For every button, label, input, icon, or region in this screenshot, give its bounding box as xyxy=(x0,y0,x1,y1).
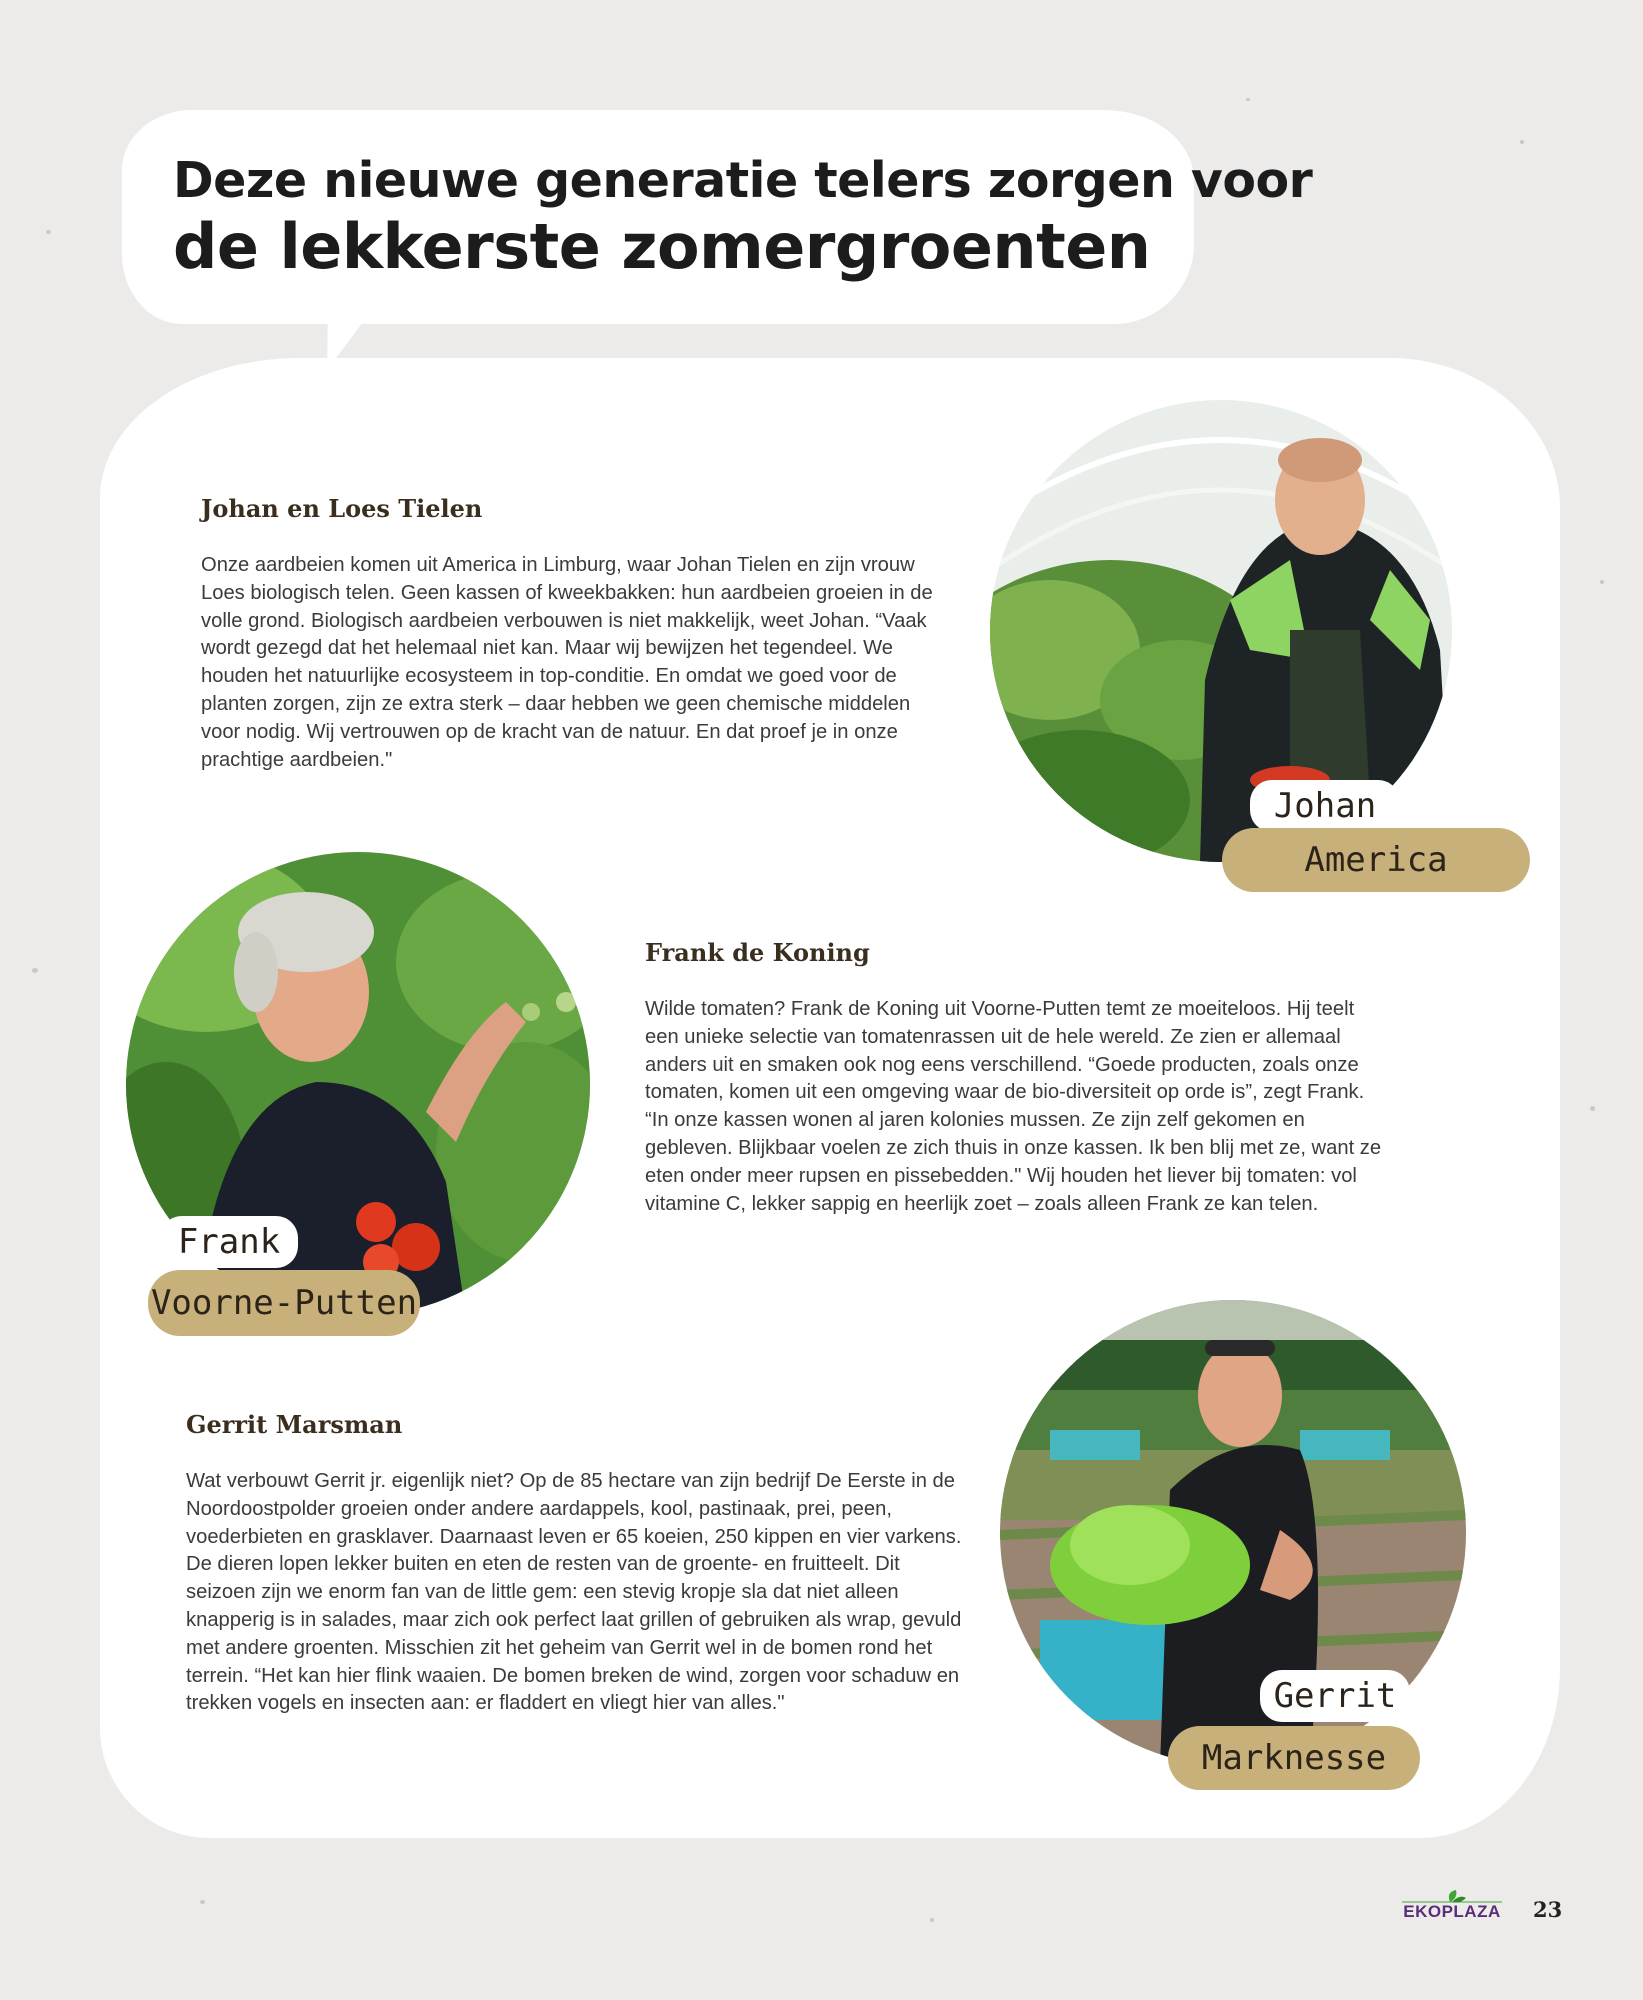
paper-texture-speck xyxy=(32,968,38,973)
paper-texture-speck xyxy=(1520,140,1524,144)
name-tag-gerrit: Gerrit xyxy=(1260,1670,1410,1722)
paper-texture-speck xyxy=(930,1918,934,1922)
place-tag-voorne-putten: Voorne-Putten xyxy=(148,1270,420,1336)
place-tag-america: America xyxy=(1222,828,1530,892)
grower-story-johan: Onze aardbeien komen uit America in Limburg, waar Johan Tielen en zijn vrouw Loes biologisch telen. Geen kassen of kweekbakken: hun aardbeien groeien in de volle grond. Biologisch aardbeien verbouwen is niet makkelijk, weet Johan. “Vaak wordt gezegd dat het helemaal niet kan. Maar wij bewijzen het tegendeel. We houden het natuurlijke ecosysteem in top-conditie. En omdat we goed voor de planten zorgen, zijn ze extra sterk – daar hebben we geen chemische middelen voor nodig. Wij vertrouwen op de kracht van de natuur. En dat proef je in onze prachtige aardbeien." xyxy=(201,554,933,771)
grower-story-frank: Wilde tomaten? Frank de Koning uit Voorne-Putten temt ze moeiteloos. Hij teelt een unieke selectie van tomatenrassen uit de hele wereld. Ze zien er allemaal anders uit en smaken ook nog eens verschillend. “Goede producten, zoals onze tomaten, komen uit een omgeving waar de bio-diversiteit op orde is”, zegt Frank. “In onze kassen wonen al jaren kolonies mussen. Ze zijn zelf gekomen en gebleven. Blijkbaar voelen ze zich thuis in onze kassen. Ik ben blij met ze, want ze eten onder meer rupsen en pissebedden." Wij houden het liever bij tomaten: vol vitamine C, lekker sappig en heerlijk zoet – zoals alleen Frank ze kan telen. xyxy=(645,998,1382,1215)
grower-heading-johan: Johan en Loes Tielen xyxy=(201,494,483,523)
page-title-line-2: de lekkerste zomergroenten xyxy=(173,210,1151,283)
grower-story-gerrit: Wat verbouwt Gerrit jr. eigenlijk niet? Op de 85 hectare van zijn bedrijf De Eerste in de Noordoostpolder groeien onder andere aardappels, kool, pastinaak, prei, peen, voederbieten en grasklaver. Daarnaast leven er 65 koeien, 250 kippen en vier varkens. De dieren lopen lekker buiten en eten de resten van de groente- en fruitteelt. Dit seizoen zijn we enorm fan van de little gem: een stevig kropje sla dat niet alleen knapperig is in salades, maar zich ook perfect laat grillen of gebruiken als wrap, gevuld met andere groenten. Misschien zit het geheim van Gerrit wel in de bomen rond het terrein. “Het kan hier flink waaien. De bomen breken de wind, zorgen voor schaduw en trekken vogels en insecten aan: er fladdert en vliegt hier van alles." xyxy=(186,1470,962,1715)
grower-heading-frank: Frank de Koning xyxy=(645,938,870,967)
paper-texture-speck xyxy=(1600,580,1604,584)
name-tag-frank: Frank xyxy=(160,1216,298,1268)
page-title-line-1: Deze nieuwe generatie telers zorgen voor xyxy=(173,152,1313,209)
page-number: 23 xyxy=(1533,1897,1563,1922)
name-tag-johan: Johan xyxy=(1250,780,1400,832)
place-tag-marknesse: Marknesse xyxy=(1168,1726,1420,1790)
paper-texture-speck xyxy=(200,1900,205,1904)
paper-texture-speck xyxy=(1590,1106,1595,1111)
ekoplaza-logo xyxy=(1400,1888,1504,1924)
paper-texture-speck xyxy=(1246,98,1250,101)
grower-heading-gerrit: Gerrit Marsman xyxy=(186,1410,403,1439)
paper-texture-speck xyxy=(46,230,51,234)
logo-wordmark: EKOPLAZA xyxy=(1403,1902,1501,1921)
